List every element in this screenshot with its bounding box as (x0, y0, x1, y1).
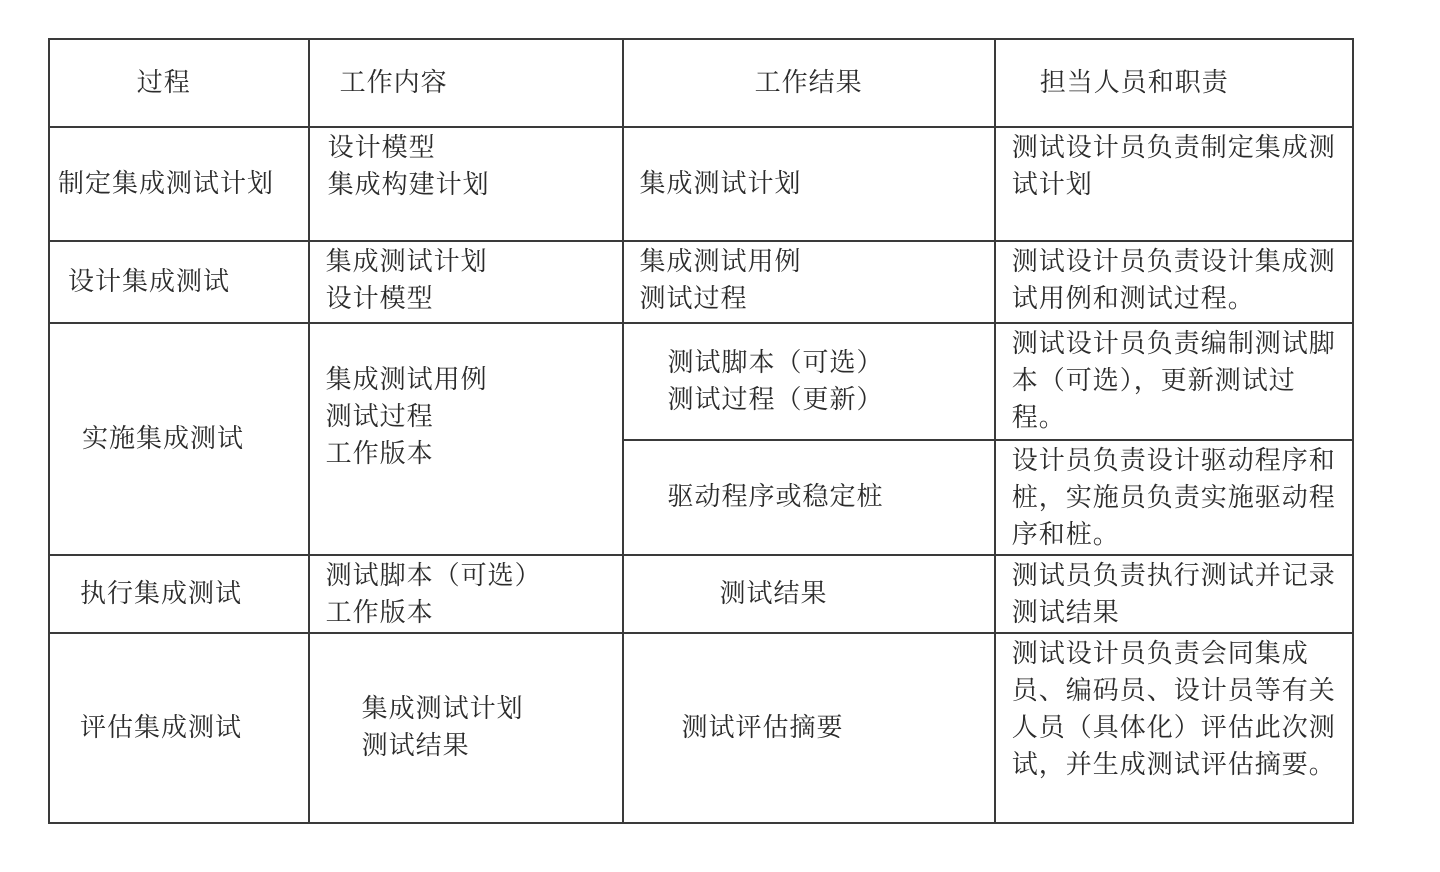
process-cell: 评估集成测试 (49, 633, 309, 823)
duty-cell: 测试员负责执行测试并记录测试结果 (995, 555, 1353, 633)
duty-cell: 测试设计员负责编制测试脚本（可选），更新测试过程。 (995, 323, 1353, 440)
content-line: 集成测试计划 (325, 247, 488, 277)
result-cell (623, 127, 995, 241)
table-row (49, 241, 1353, 323)
content-cell (309, 127, 623, 241)
result-cell (623, 323, 995, 440)
result-cell (623, 241, 995, 323)
duty-cell: 测试设计员负责设计集成测试用例和测试过程。 (995, 241, 1353, 323)
content-line: 集成测试计划 (361, 694, 524, 724)
header-content: 工作内容 (309, 39, 623, 127)
content-line: 工作版本 (325, 598, 434, 628)
header-row (49, 39, 1353, 127)
content-line: 设计模型 (325, 284, 434, 314)
header-result: 工作结果 (623, 39, 995, 127)
content-cell (309, 633, 623, 823)
header-process: 过程 (49, 39, 309, 127)
process-cell: 实施集成测试 (49, 323, 309, 555)
result-cell (623, 440, 995, 555)
result-line: 测试脚本（可选） (667, 347, 884, 378)
table-row (49, 323, 1353, 440)
process-cell: 制定集成测试计划 (49, 127, 309, 241)
content-line: 设计模型 (327, 133, 436, 163)
table-row (49, 127, 1353, 241)
content-cell (309, 241, 623, 323)
result-line: 集成测试计划 (639, 168, 802, 199)
duty-cell: 设计员负责设计驱动程序和桩，实施员负责实施驱动程序和桩。 (995, 440, 1353, 555)
table-row (49, 555, 1353, 633)
process-cell: 执行集成测试 (49, 555, 309, 633)
process-cell: 设计集成测试 (49, 241, 309, 323)
process-table (48, 38, 1354, 824)
result-line: 测试结果 (719, 578, 828, 609)
result-cell (623, 633, 995, 823)
content-line: 测试结果 (361, 731, 470, 761)
content-line: 集成测试用例 (325, 364, 488, 395)
duty-cell: 测试设计员负责制定集成测试计划 (995, 127, 1353, 241)
content-cell (309, 323, 623, 555)
content-line: 测试脚本（可选） (325, 561, 542, 591)
duty-cell: 测试设计员负责会同集成员、编码员、设计员等有关人员（具体化）评估此次测试，并生成测试评估摘要。 (995, 633, 1353, 823)
content-cell (309, 555, 623, 633)
header-duty: 担当人员和职责 (995, 39, 1353, 127)
content-line: 工作版本 (325, 438, 434, 469)
result-line: 测试过程 (639, 284, 748, 314)
result-line: 测试评估摘要 (681, 712, 844, 743)
result-cell (623, 555, 995, 633)
content-line: 测试过程 (325, 401, 434, 432)
result-line: 集成测试用例 (639, 247, 802, 277)
content-line: 集成构建计划 (327, 170, 490, 200)
table-row (49, 633, 1353, 823)
result-line: 驱动程序或稳定桩 (667, 482, 884, 512)
content-spacer (326, 473, 622, 517)
result-line: 测试过程（更新） (667, 384, 884, 415)
